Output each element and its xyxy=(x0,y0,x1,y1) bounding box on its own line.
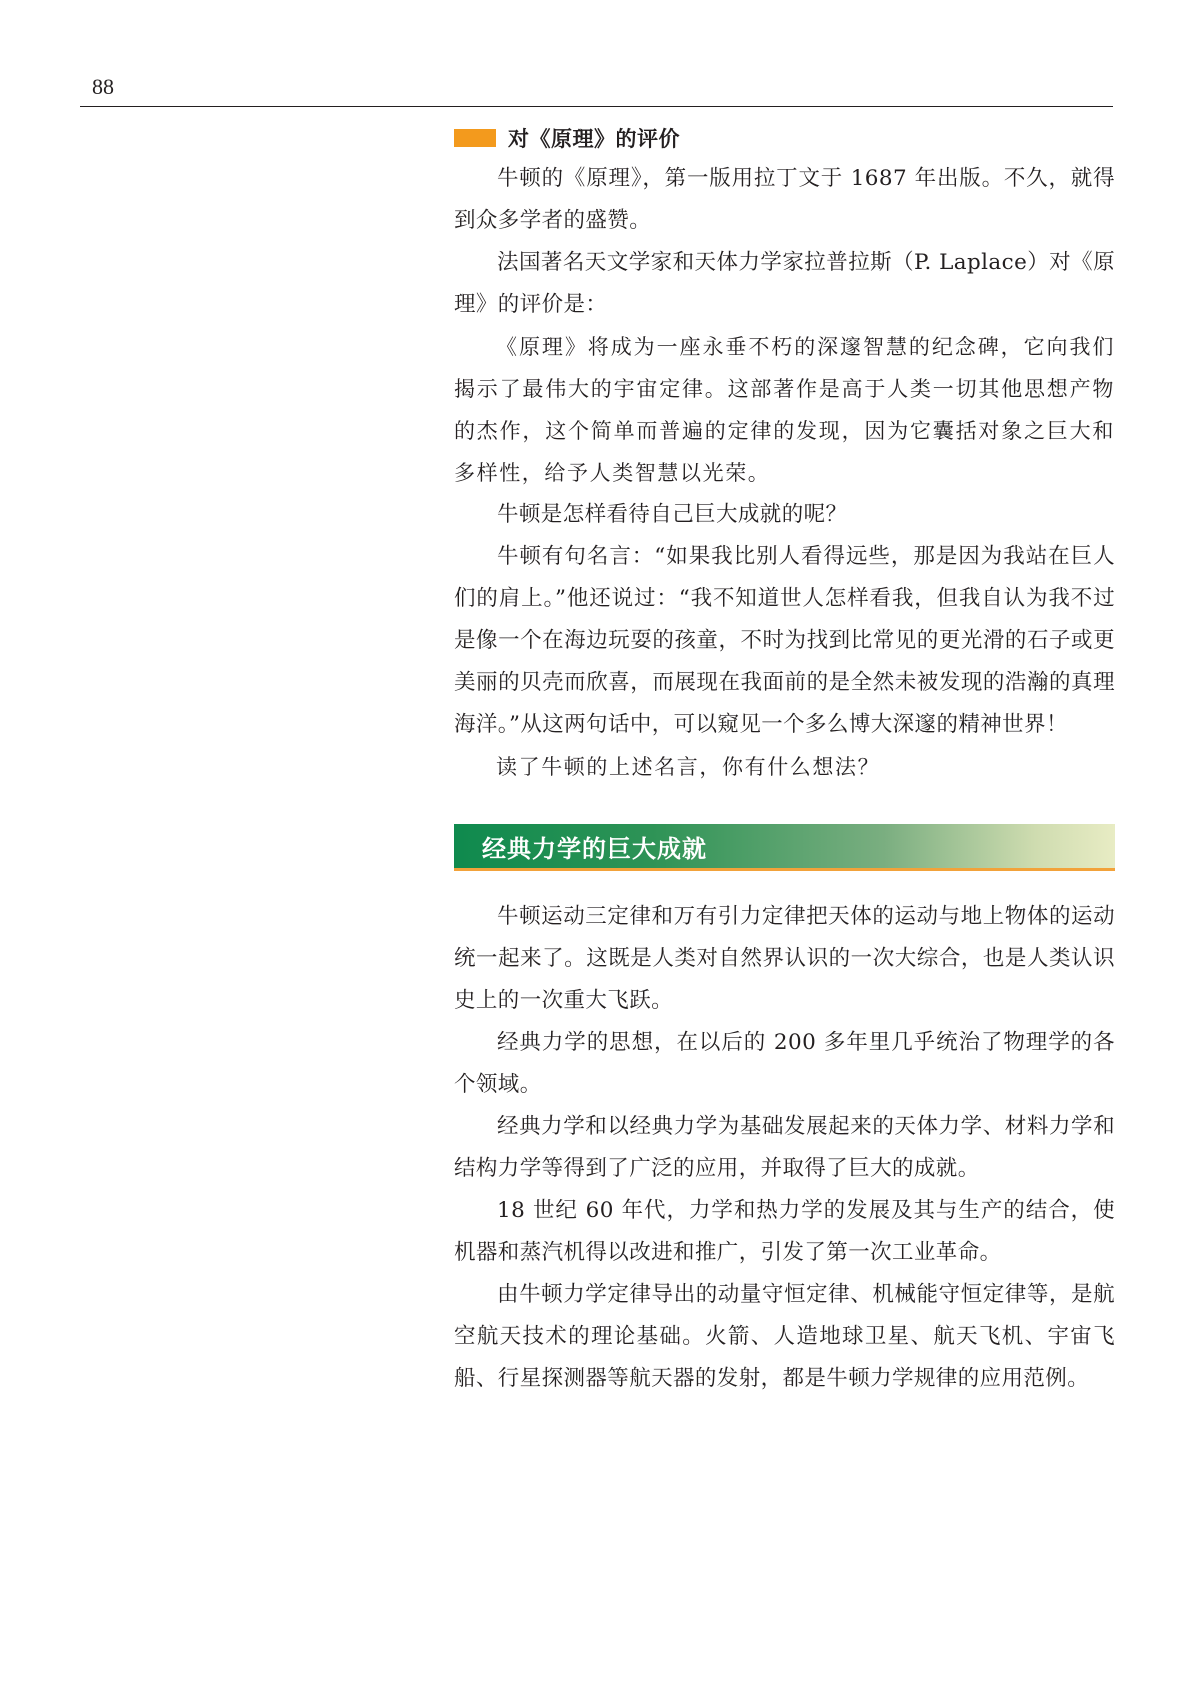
laplace-quote: 《原理》将成为一座永垂不朽的深邃智慧的纪念碑，它向我们揭示了最伟大的宇宙定律。这部著作是高于人类一切其他思想产物的杰作，这个简单而普遍的定律的发现，因为它囊括对象之巨大和多样性，给予人类智慧以光荣。 xyxy=(454,335,1115,485)
section-title: 经典力学的巨大成就 xyxy=(482,834,707,863)
paragraph: 牛顿的《原理》，第一版用拉丁文于 1687 年出版。不久，就得到众多学者的盛赞。 xyxy=(454,166,1115,233)
box-heading xyxy=(454,120,1115,156)
paragraph: 法国著名天文学家和天体力学家拉普拉斯（P. Laplace）对《原理》的评价是： xyxy=(454,250,1115,317)
paragraph: 牛顿运动三定律和万有引力定律把天体的运动与地上物体的运动统一起来了。这既是人类对自然界认识的一次大综合，也是人类认识史上的一次重大飞跃。 xyxy=(454,904,1115,1013)
paragraph: 牛顿有句名言：“如果我比别人看得远些，那是因为我站在巨人们的肩上。”他还说过：“我不知道世人怎样看我，但我自认为我不过是像一个在海边玩耍的孩童，不时为找到比常见的更光滑的石子或更美丽的贝壳而欣喜，而展现在我面前的是全然未被发现的浩瀚的真理海洋。”从这两句话中，可以窥见一个多么博大深邃的精神世界！ xyxy=(454,544,1115,737)
section-banner xyxy=(454,824,1115,871)
paragraph: 由牛顿力学定律导出的动量守恒定律、机械能守恒定律等，是航空航天技术的理论基础。火箭、人造地球卫星、航天飞机、宇宙飞船、行星探测器等航天器的发射，都是牛顿力学规律的应用范例。 xyxy=(454,1282,1115,1391)
paragraph: 18 世纪 60 年代，力学和热力学的发展及其与生产的结合，使机器和蒸汽机得以改进和推广，引发了第一次工业革命。 xyxy=(454,1198,1115,1265)
paragraph: 牛顿是怎样看待自己巨大成就的呢？ xyxy=(497,502,848,527)
page-number: 88 xyxy=(92,74,114,99)
box-heading-title: 对《原理》的评价 xyxy=(508,127,680,151)
paragraph: 经典力学的思想，在以后的 200 多年里几乎统治了物理学的各个领域。 xyxy=(454,1030,1115,1097)
reflection-question: 读了牛顿的上述名言，你有什么想法？ xyxy=(496,755,881,779)
orange-marker xyxy=(454,129,496,147)
paragraph: 经典力学和以经典力学为基础发展起来的天体力学、材料力学和结构力学等得到了广泛的应用，并取得了巨大的成就。 xyxy=(454,1114,1115,1181)
header-rule xyxy=(80,106,1113,107)
content-column xyxy=(454,120,1115,1400)
section-body xyxy=(454,896,1115,1400)
